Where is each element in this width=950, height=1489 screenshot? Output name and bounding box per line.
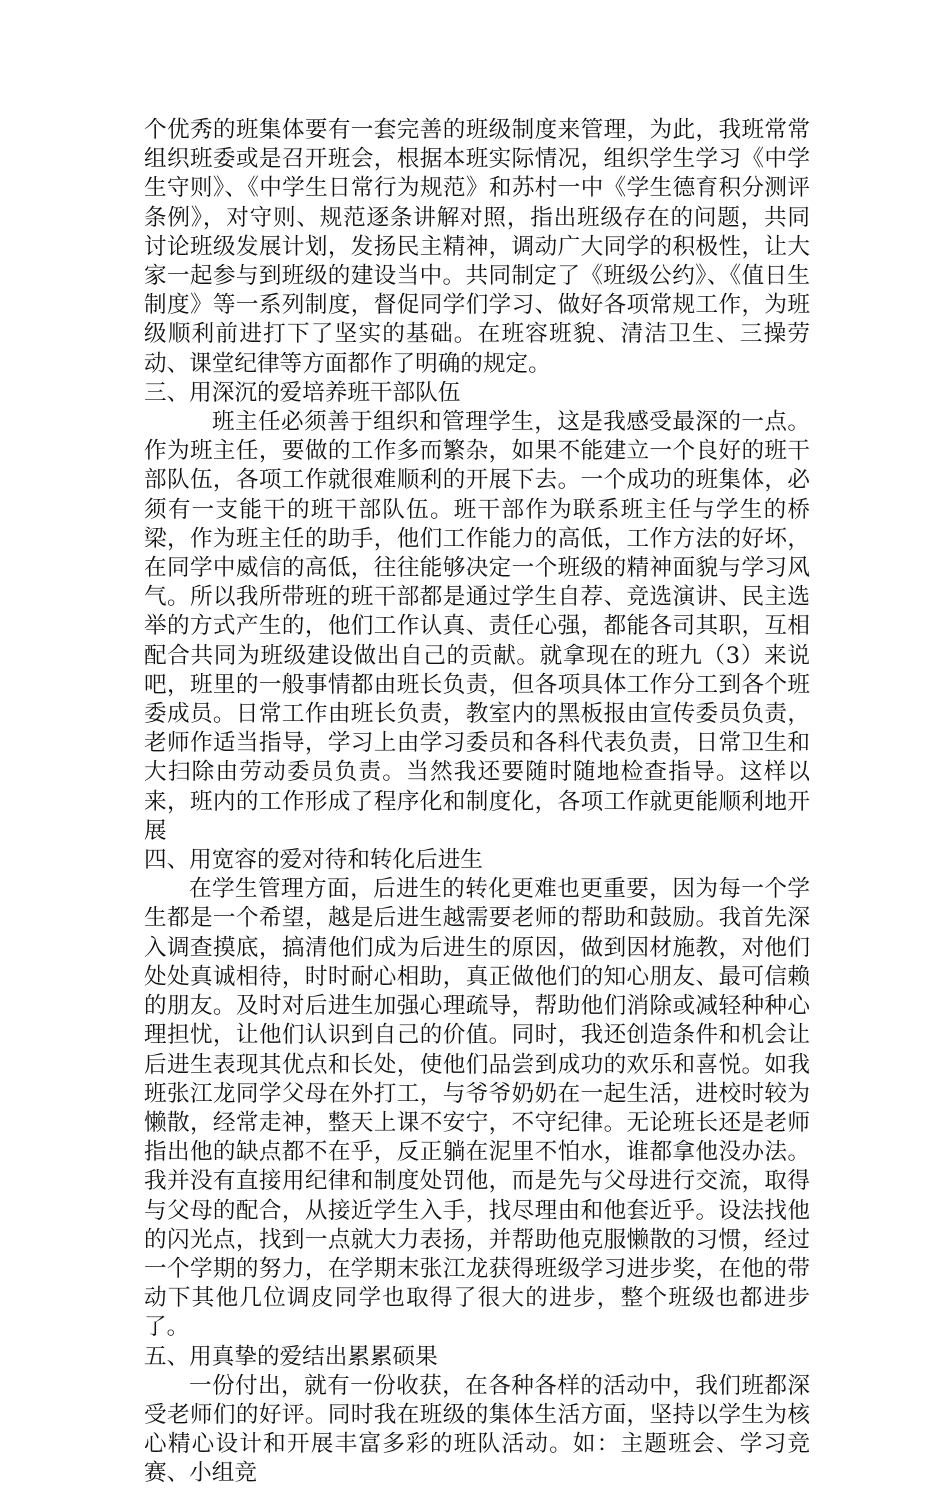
document-page [144, 116, 810, 1489]
body-paragraph: 一份付出，就有一份收获，在各种各样的活动中，我们班都深受老师们的好评。同时我在班级的集体生活方面，坚持以学生为核心精心设计和开展丰富多彩的班队活动。如：主题班会、学习竞赛、小组竞 [144, 1372, 810, 1487]
section-heading: 四、用宽容的爱对待和转化后进生 [144, 847, 483, 874]
section-heading: 三、用深沉的爱培养班干部队伍 [144, 379, 461, 406]
body-paragraph: 个优秀的班集体要有一套完善的班级制度来管理，为此，我班常常组织班委或是召开班会，根据本班实际情况，组织学生学习《中学生守则》、《中学生日常行为规范》和苏村一中《学生德育积分测评条例》，对守则、规范逐条讲解对照，指出班级存在的问题，共同讨论班级发展计划，发扬民主精神，调动广大同学的积极性，让大家一起参与到班级的建设当中。共同制定了《班级公约》、《值日生制度》等一系列制度，督促同学们学习、做好各项常规工作，为班级顺利前进打下了坚实的基础。在班容班貌、清洁卫生、三操劳动、课堂纪律等方面都作了明确的规定。 [144, 117, 810, 377]
body-paragraph: 班主任必须善于组织和管理学生，这是我感受最深的一点。作为班主任，要做的工作多而繁杂，如果不能建立一个良好的班干部队伍，各项工作就很难顺利的开展下去。一个成功的班集体，必须有一支能干的班干部队伍。班干部作为联系班主任与学生的桥梁，作为班主任的助手，他们工作能力的高低，工作方法的好坏，在同学中威信的高低，往往能够决定一个班级的精神面貌与学习风气。所以我所带班的班干部都是通过学生自荐、竞选演讲、民主选举的方式产生的，他们工作认真、责任心强，都能各司其职，互相配合共同为班级建设做出自己的贡献。就拿现在的班九（3）来说吧，班里的一般事情都由班长负责，但各项具体工作分工到各个班委成员。日常工作由班长负责，教室内的黑板报由宣传委员负责，老师作适当指导，学习上由学习委员和各科代表负责，日常卫生和大扫除由劳动委员负责。当然我还要随时随地检查指导。这样以来，班内的工作形成了程序化和制度化，各项工作就更能顺利地开展 [144, 409, 810, 844]
section-heading: 五、用真挚的爱结出累累硕果 [144, 1343, 438, 1370]
body-paragraph: 在学生管理方面，后进生的转化更难也更重要，因为每一个学生都是一个希望，越是后进生越需要老师的帮助和鼓励。我首先深入调查摸底，搞清他们成为后进生的原因，做到因材施教，对他们处处真诚相待，时时耐心相助，真正做他们的知心朋友、最可信赖的朋友。及时对后进生加强心理疏导，帮助他们消除或减轻种种心理担忧，让他们认识到自己的价值。同时，我还创造条件和机会让后进生表现其优点和长处，使他们品尝到成功的欢乐和喜悦。如我班张江龙同学父母在外打工，与爷爷奶奶在一起生活，进校时较为懒散，经常走神，整天上课不安宁，不守纪律。无论班长还是老师指出他的缺点都不在乎，反正躺在泥里不怕水，谁都拿他没办法。我并没有直接用纪律和制度处罚他，而是先与父母进行交流，取得与父母的配合，从接近学生入手，找尽理由和他套近乎。设法找他的闪光点，找到一点就大力表扬，并帮助他克服懒散的习惯，经过一个学期的努力，在学期末张江龙获得班级学习进步奖，在他的带动下其他几位调皮同学也取得了很大的进步，整个班级也都进步了。 [144, 876, 810, 1341]
